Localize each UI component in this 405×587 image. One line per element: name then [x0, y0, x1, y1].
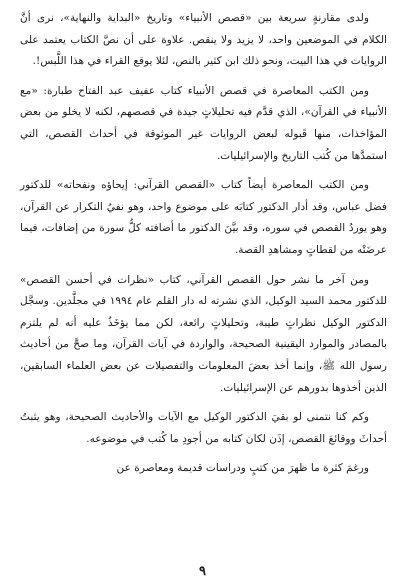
page-body [20, 8, 387, 488]
paragraph-1: ولدى مقارنةٍ سريعة بين «قصص الأنبياء» وتاريخ «البداية والنهاية»، نرى أنَّ الكلام في الموضعين واحد، لا يزيد ولا ينقص. علاوة على أن نصَّ الكتاب يعتمد على الروايات في هذا البيت، ونحو ذلك ابن كثير بالنص، لئلا يوقع القراء في هذا اللَّبس!. [20, 12, 387, 68]
paragraph-2: ومن الكتب المعاصرة في قصص الأنبياء كتاب عفيف عبد الفتاح طبارة: «مع الأنبياء في القرآن»، الذي قدَّم فيه تحليلاتٍ جيدة في قصصهم، لكنه لا يخلو من بعض المؤاخذات، منها قَبوله لبعض الروايات غير الموثوقة في أحداث القصص، التي استمدَّها من كُتب التاريخ والإسرائيليات. [20, 84, 387, 162]
page-number: ٩ [199, 564, 206, 579]
paragraph-4: ومن آخر ما نشر حول القصص القرآني، كتاب «نظرات في أحسن القصص» للدكتور محمد السيد الوكيل، الذي نشرته له دار القلم عام ١٩٩٤ في مجلَّدين. وسجَّل الدكتور الوكيل نظراتٍ طيبة، وتحليلاتٍ رائعة، لكن مما يؤخَذُ عليه أنه لم يلتزم بالمصادر والموارد اليقينية الصحيحة، والواردة في آيات القرآن، وما صحَّ من أحاديث رسول الله ﷺ، وإنما أخذ بعضَ المعلومات والتفصيلات عن بعض العلماء السابقين، الذين أخذوها بدورهم عن الإسرائيليات. [20, 273, 388, 394]
paragraph-5: وكم كنا نتمنى لو بقيَ الدكتور الوكيل مع الآيات والأحاديث الصحيحة، وهو يثبتُ أحداثَ ووقائعَ القصص، إذَن لكان كتابه من أجودِ ما كُتب في موضوعه. [20, 411, 387, 445]
paragraph-3: ومن الكتب المعاصرة أيضاً كتاب «القصص القرآني: إيحاؤه ونفحاته» للدكتور فضل عباس، وقد أدار الدكتور كتابَه على موضوع واحد، وهو نفيُ التكرار عن القرآن، وهو يوردُ القصص في سوره، وقد بيَّنَ الدكتور ما أضافته كلُّ سورة من إضافات، فيما عرضَتْه من لقطاتٍ ومشاهدِ القصة. [20, 179, 387, 256]
paragraph-6: ورغمَ كثرة ما ظهرَ من كتبٍ ودراسات قديمة ومعاصرة عن [116, 462, 369, 475]
